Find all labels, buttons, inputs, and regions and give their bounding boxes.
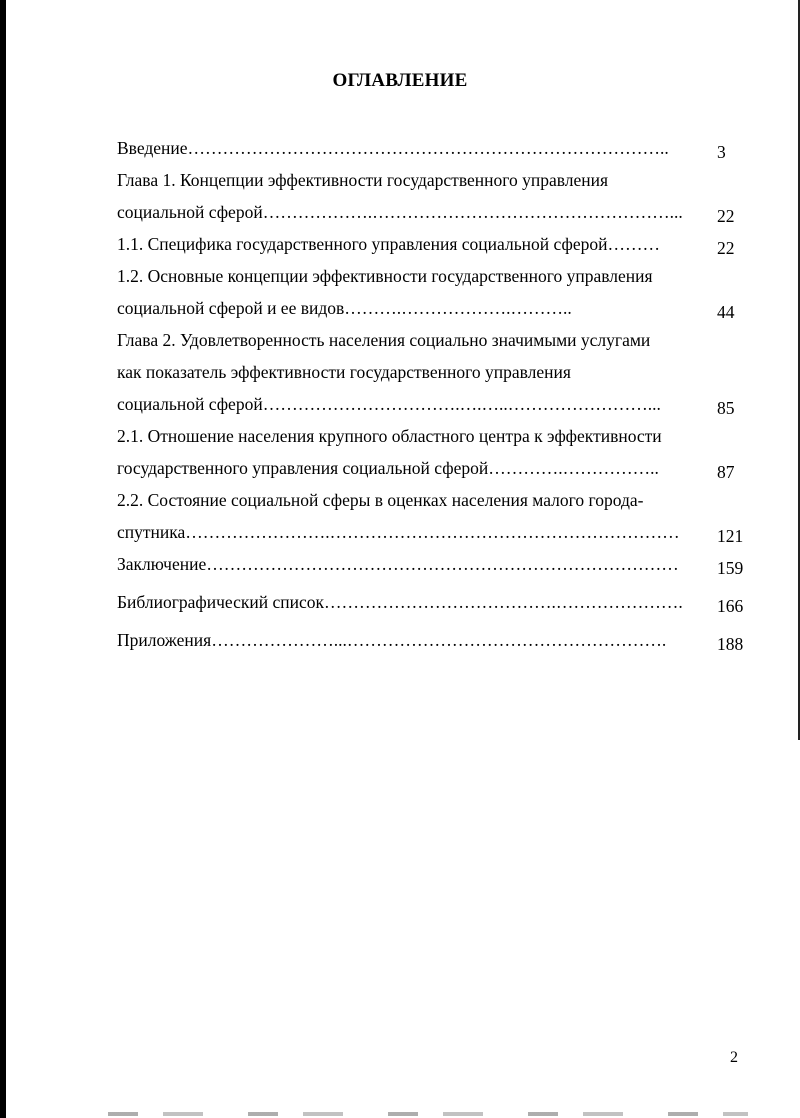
toc-entry-bibliography (117, 590, 747, 622)
toc-entry-text: социальной сферой и ее видов……….……………….……….. (117, 298, 572, 318)
toc-entry-section-2-1-cont (117, 456, 747, 488)
toc-entry-text: Глава 1. Концепции эффективности государственного управления (117, 170, 609, 190)
toc-page-number: 22 (717, 206, 735, 226)
toc-entry-chapter-1 (117, 168, 747, 200)
toc-page-number: 22 (717, 238, 735, 258)
toc-entry-text: Заключение……………………………………………………………………… (117, 554, 679, 574)
toc-entry-intro (117, 136, 747, 168)
toc-entry-text: Библиографический список………………………………….…………………. (117, 592, 683, 612)
toc-page-number: 3 (717, 142, 726, 162)
toc-entry-section-2-1 (117, 424, 747, 456)
toc-entry-text: социальной сферой…………………………….….…..……………………... (117, 394, 661, 414)
toc-entry-appendices (117, 628, 747, 660)
table-of-contents (117, 136, 747, 660)
toc-entry-section-1-2 (117, 264, 747, 296)
toc-entry-text: Введение……………………………………………………………………….. (117, 138, 669, 158)
toc-entry-conclusion (117, 552, 747, 584)
toc-entry-chapter-2 (117, 328, 747, 360)
toc-entry-chapter-1-cont (117, 200, 747, 232)
toc-entry-section-1-2-cont (117, 296, 747, 328)
toc-entry-text: 2.2. Состояние социальной сферы в оценках населения малого города- (117, 490, 644, 510)
toc-entry-section-2-2-cont (117, 520, 747, 552)
toc-entry-text: Глава 2. Удовлетворенность населения социально значимыми услугами (117, 330, 651, 350)
toc-entry-chapter-2-cont (117, 360, 747, 392)
toc-page-number: 166 (717, 596, 744, 616)
toc-entry-text: государственного управления социальной сферой………….…………….. (117, 458, 659, 478)
toc-entry-text: как показатель эффективности государственного управления (117, 362, 571, 382)
toc-page-number: 188 (717, 634, 744, 654)
page-number: 2 (730, 1049, 738, 1066)
toc-page-number: 44 (717, 302, 735, 322)
scan-edge-bottom (108, 1112, 748, 1116)
toc-page-number: 159 (717, 558, 744, 578)
toc-entry-section-2-2 (117, 488, 747, 520)
toc-page-number: 121 (717, 526, 744, 546)
scan-edge-left (0, 0, 6, 1118)
toc-entry-text: 1.2. Основные концепции эффективности государственного управления (117, 266, 653, 286)
page-title: ОГЛАВЛЕНИЕ (332, 70, 468, 91)
toc-entry-text: Приложения…………………...………………………………………………. (117, 630, 667, 650)
toc-entry-text: спутника…………………….…………………………………………………… (117, 522, 680, 542)
toc-entry-text: 2.1. Отношение населения крупного областного центра к эффективности (117, 426, 662, 446)
toc-page-number: 87 (717, 462, 735, 482)
toc-entry-text: 1.1. Специфика государственного управления социальной сферой……… (117, 234, 660, 254)
toc-entry-chapter-2-cont (117, 392, 747, 424)
toc-page-number: 85 (717, 398, 735, 418)
toc-entry-text: социальной сферой……………….……………………………………………... (117, 202, 683, 222)
toc-entry-section-1-1 (117, 232, 747, 264)
